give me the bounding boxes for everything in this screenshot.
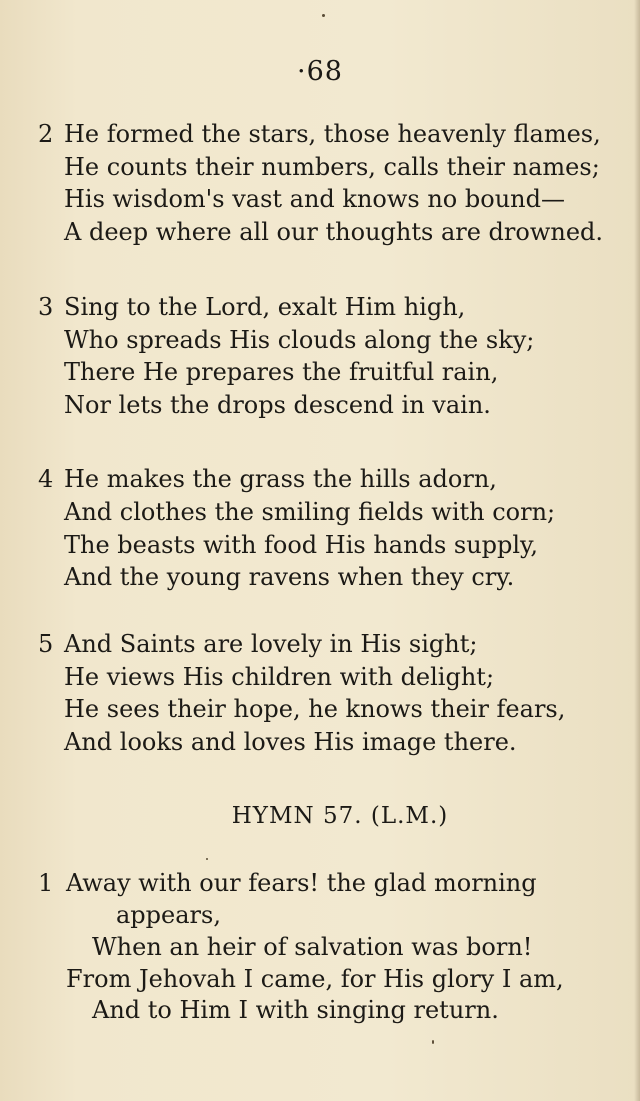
ink-speck — [206, 858, 208, 860]
verse-line: And the young ravens when they cry. — [64, 563, 515, 591]
stanza-number: 3 — [38, 293, 54, 321]
verse-line: When an heir of salvation was born! — [92, 933, 533, 961]
verse-line: And to Him I with singing return. — [92, 996, 499, 1024]
verse-line: He formed the stars, those heavenly flames, — [64, 120, 601, 148]
verse-line: Nor lets the drops descend in vain. — [64, 391, 491, 419]
stanza-number: 4 — [38, 465, 54, 493]
verse-line: Away with our fears! the glad morning — [66, 869, 537, 897]
verse-line: The beasts with food His hands supply, — [64, 531, 539, 559]
verse-line: He sees their hope, he knows their fears, — [64, 695, 566, 723]
stanza-number: 2 — [38, 120, 54, 148]
ink-speck — [322, 14, 325, 17]
verse-line: He views His children with delight; — [64, 663, 495, 691]
verse-line: He counts their numbers, calls their names; — [64, 153, 600, 181]
verse-line: His wisdom's vast and knows no bound— — [64, 185, 565, 213]
verse-line: And Saints are lovely in His sight; — [64, 630, 478, 658]
verse-line: appears, — [116, 901, 221, 929]
verse-line: Sing to the Lord, exalt Him high, — [64, 293, 466, 321]
stanza-number: 1 — [38, 869, 54, 897]
verse-line: There He prepares the fruitful rain, — [64, 358, 499, 386]
ink-speck — [432, 1040, 434, 1044]
verse-line: And looks and loves His image there. — [64, 728, 517, 756]
hymn-title: HYMN 57. (L.M.) — [231, 803, 449, 829]
stanza-number: 5 — [38, 630, 54, 658]
page-number: ·68 — [297, 56, 343, 87]
verse-line: And clothes the smiling fields with corn; — [64, 498, 556, 526]
page-edge — [634, 0, 640, 1101]
verse-line: A deep where all our thoughts are drowned. — [64, 218, 604, 246]
verse-line: From Jehovah I came, for His glory I am, — [66, 965, 564, 993]
verse-line: Who spreads His clouds along the sky; — [64, 326, 535, 354]
verse-line: He makes the grass the hills adorn, — [64, 465, 497, 493]
